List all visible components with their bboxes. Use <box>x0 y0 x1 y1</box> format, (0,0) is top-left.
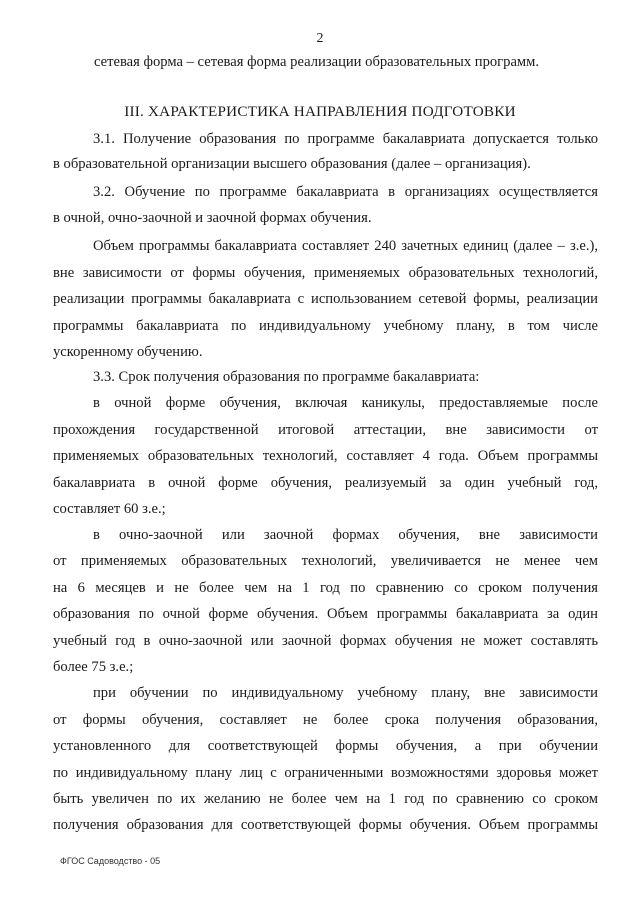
section-heading: III. ХАРАКТЕРИСТИКА НАПРАВЛЕНИЯ ПОДГОТОВКИ <box>124 103 516 120</box>
text-line: при обучении по индивидуальному учебному плану, вне зависимости <box>93 685 598 701</box>
text-line: получения образования для соответствующей формы обучения. Объем программы <box>53 817 598 833</box>
text-line: реализации программы бакалавриата с использованием сетевой формы, реализации <box>53 291 598 307</box>
text-line: бакалавриата в очной форме обучения, реализуемый за один учебный год, <box>53 475 598 491</box>
text-line: в очной, очно-заочной и заочной формах обучения. <box>53 210 372 226</box>
text-line: ускоренному обучению. <box>53 344 203 360</box>
text-line: Объем программы бакалавриата составляет 240 зачетных единиц (далее – з.е.), <box>93 238 598 254</box>
text-line: в очной форме обучения, включая каникулы, предоставляемые после <box>93 395 598 411</box>
text-line: в образовательной организации высшего образования (далее – организация). <box>53 156 531 172</box>
text-line: быть увеличен по их желанию не более чем на 1 год по сравнению со сроком <box>53 791 598 807</box>
text-line: применяемых образовательных технологий, составляет 4 года. Объем программы <box>53 448 598 464</box>
text-line: по индивидуальному плану лиц с ограниченными возможностями здоровья может <box>53 765 598 781</box>
text-line: установленного для соответствующей формы обучения, а при обучении <box>53 738 598 754</box>
footer-label: ФГОС Садоводство - 05 <box>60 856 161 866</box>
text-line: вне зависимости от формы обучения, применяемых образовательных технологий, <box>53 265 598 281</box>
text-line: 3.2. Обучение по программе бакалавриата в организациях осуществляется <box>93 184 598 200</box>
text-line: в очно-заочной или заочной формах обучения, вне зависимости <box>93 527 598 543</box>
page-number: 2 <box>316 31 324 46</box>
text-line: учебный год в очно-заочной или заочной формах обучения не может составлять <box>53 633 598 649</box>
text-line: прохождения государственной итоговой аттестации, вне зависимости от <box>53 422 598 438</box>
text-line: более 75 з.е.; <box>53 659 134 675</box>
text-line: 3.1. Получение образования по программе бакалавриата допускается только <box>93 131 598 147</box>
text-line: программы бакалавриата по индивидуальному учебному плану, в том числе <box>53 318 598 334</box>
text-line: образования по очной форме обучения. Объем программы бакалавриата за один <box>53 606 598 622</box>
text-line: от применяемых образовательных технологий, увеличивается не менее чем <box>53 553 598 569</box>
text-line: от формы обучения, составляет не более срока получения образования, <box>53 712 598 728</box>
intro-line: сетевая форма – сетевая форма реализации образовательных программ. <box>94 54 540 70</box>
text-line: составляет 60 з.е.; <box>53 501 166 517</box>
text-line: на 6 месяцев и не более чем на 1 год по сравнению со сроком получения <box>53 580 598 596</box>
text-line: 3.3. Срок получения образования по программе бакалавриата: <box>93 369 480 385</box>
